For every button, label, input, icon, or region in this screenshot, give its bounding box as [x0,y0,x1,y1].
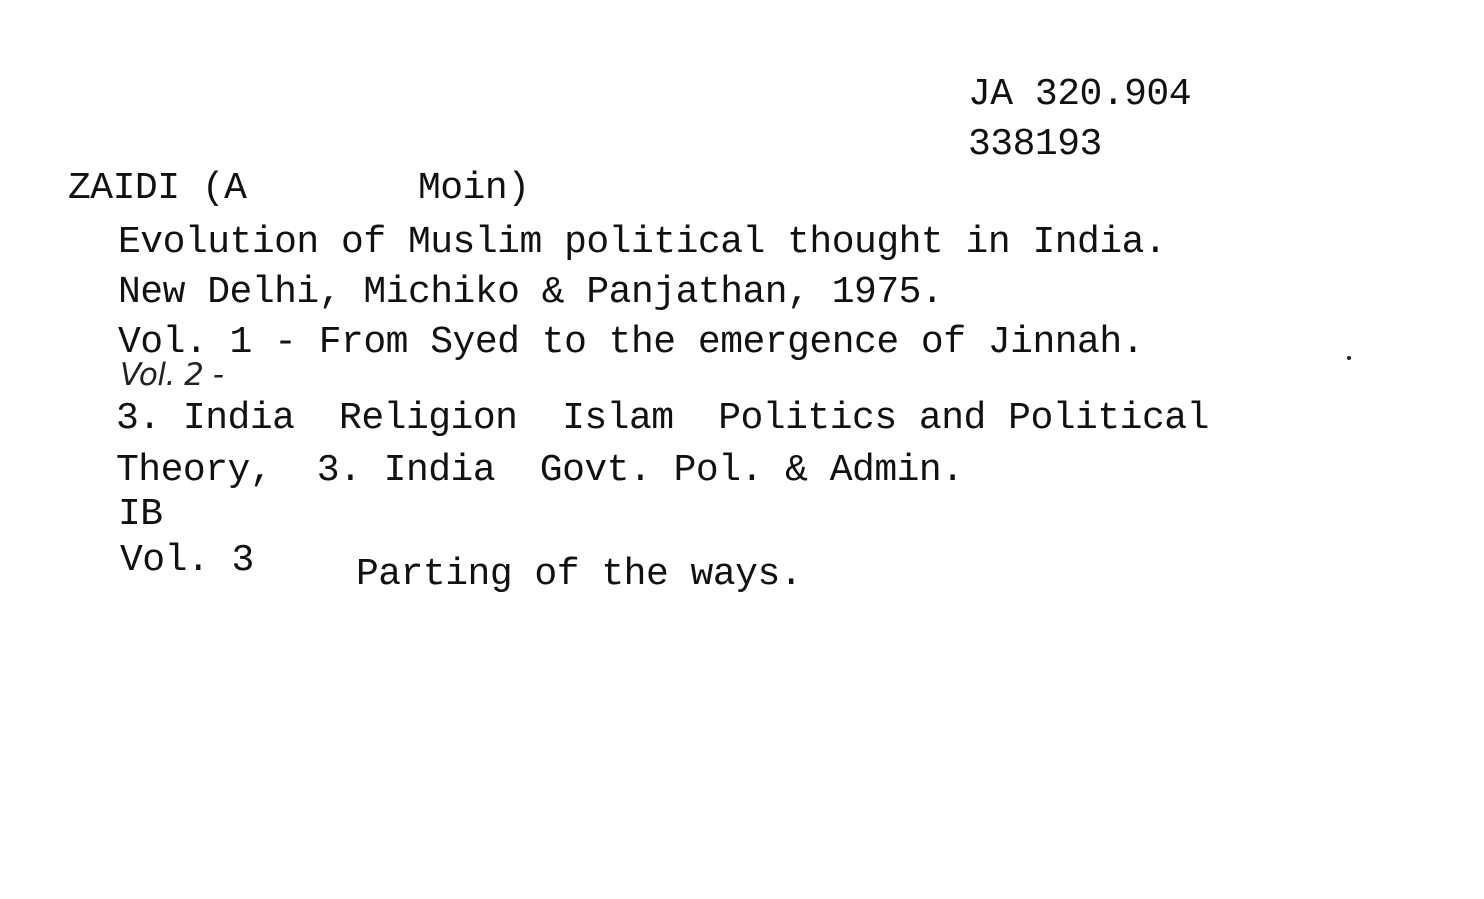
author-given-name: Moin) [418,167,530,210]
call-number-classification: JA 320.904 [968,73,1192,116]
call-number-accession: 338193 [968,123,1102,166]
location-code: IB [118,493,163,536]
title-line: Evolution of Muslim political thought in India. [118,221,1167,264]
volume-1-line: Vol. 1 - From Syed to the emergence of Jinnah. [118,321,1144,364]
subjects-line-2: Theory, 3. India Govt. Pol. & Admin. [116,449,964,492]
author-surname: ZAIDI (A [68,167,247,210]
imprint-line: New Delhi, Michiko & Panjathan, 1975. [118,271,944,314]
volume-3-title: Parting of the ways. [356,553,803,596]
volume-3-label: Vol. 3 [120,539,254,582]
stray-mark [1347,356,1351,360]
volume-2-handwritten: Vol. 2 - [120,357,224,393]
subjects-line-1: 3. India Religion Islam Politics and Political [116,397,1209,440]
